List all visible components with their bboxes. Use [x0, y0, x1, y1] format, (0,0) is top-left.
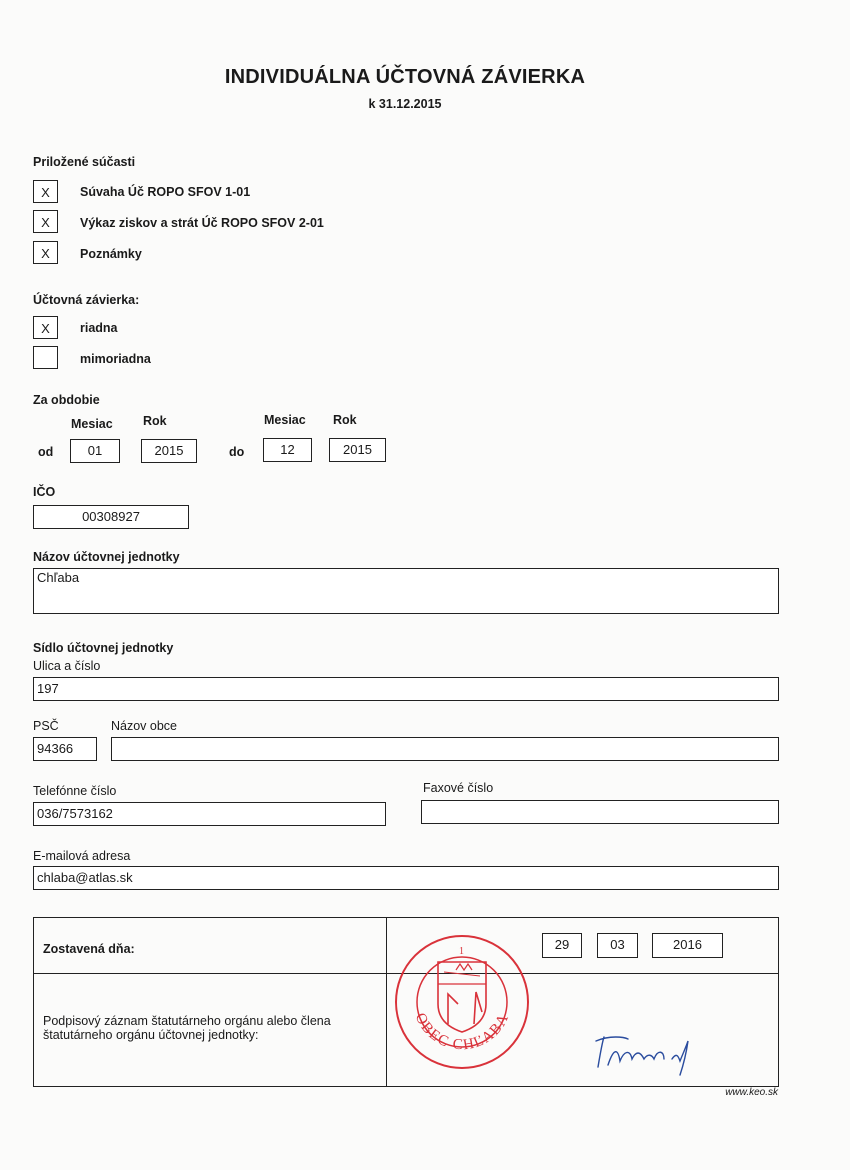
period-from-year-label: Rok: [143, 414, 167, 428]
period-from-year-field[interactable]: 2015: [141, 439, 197, 463]
compiled-date-label: Zostavená dňa:: [43, 942, 135, 956]
seal-text: OBEC CHĽABA: [411, 1010, 513, 1054]
city-field[interactable]: [111, 737, 779, 761]
statement-label-regular: riadna: [80, 321, 118, 335]
street-field[interactable]: 197: [33, 677, 779, 701]
email-label: E-mailová adresa: [33, 849, 131, 863]
municipal-seal: [392, 932, 532, 1072]
period-to-year-label: Rok: [333, 413, 357, 427]
city-label: Názov obce: [111, 719, 178, 733]
period-to-label: do: [229, 445, 245, 459]
attachment-label-notes: Poznámky: [80, 247, 142, 261]
signature-label: Podpisový záznam štatutárneho orgánu alebo člena štatutárneho orgánu účtovnej jednotky:: [43, 1014, 331, 1042]
phone-label: Telefónne číslo: [33, 784, 117, 798]
attachment-label-balance: Súvaha Úč ROPO SFOV 1-01: [80, 185, 251, 199]
statement-checkbox-regular[interactable]: X: [33, 316, 58, 339]
attachment-checkbox-income[interactable]: X: [33, 210, 58, 233]
address-heading: Sídlo účtovnej jednotky: [33, 641, 174, 655]
email-field[interactable]: chlaba@atlas.sk: [33, 866, 779, 890]
statement-type-heading: Účtovná závierka:: [33, 293, 140, 307]
compiled-month-field[interactable]: 03: [597, 933, 638, 958]
compiled-day-field[interactable]: 29: [542, 933, 582, 958]
period-heading: Za obdobie: [33, 393, 100, 407]
page-title: INDIVIDUÁLNA ÚČTOVNÁ ZÁVIERKA: [224, 66, 586, 88]
attachment-checkbox-notes[interactable]: X: [33, 241, 58, 264]
period-from-month-field[interactable]: 01: [70, 439, 120, 463]
period-from-label: od: [38, 445, 54, 459]
period-to-year-field[interactable]: 2015: [329, 438, 386, 462]
phone-field[interactable]: 036/7573162: [33, 802, 386, 826]
handwritten-signature: [590, 1025, 710, 1080]
seal-number: 1: [459, 946, 464, 957]
period-to-month-field[interactable]: 12: [263, 438, 312, 462]
psc-field[interactable]: 94366: [33, 737, 97, 761]
period-to-month-label: Mesiac: [264, 413, 306, 427]
statement-label-extraordinary: mimoriadna: [80, 352, 151, 366]
ico-field[interactable]: 00308927: [33, 505, 189, 529]
ico-label: IČO: [33, 485, 56, 499]
fax-label: Faxové číslo: [423, 781, 494, 795]
page-subtitle: k 31.12.2015: [368, 97, 442, 111]
attachment-checkbox-balance[interactable]: X: [33, 180, 58, 203]
attachment-label-income: Výkaz ziskov a strát Úč ROPO SFOV 2-01: [80, 216, 324, 230]
entity-name-label: Názov účtovnej jednotky: [33, 550, 180, 564]
entity-name-field[interactable]: Chľaba: [33, 568, 779, 614]
compiled-year-field[interactable]: 2016: [652, 933, 723, 958]
fax-field[interactable]: [421, 800, 779, 824]
period-from-month-label: Mesiac: [71, 417, 113, 431]
statement-checkbox-extraordinary[interactable]: [33, 346, 58, 369]
signature-section-divider: [386, 917, 387, 1087]
attachments-heading: Priložené súčasti: [33, 155, 136, 169]
footer-website[interactable]: www.keo.sk: [725, 1087, 778, 1098]
street-label: Ulica a číslo: [33, 659, 101, 673]
psc-label: PSČ: [33, 719, 59, 733]
